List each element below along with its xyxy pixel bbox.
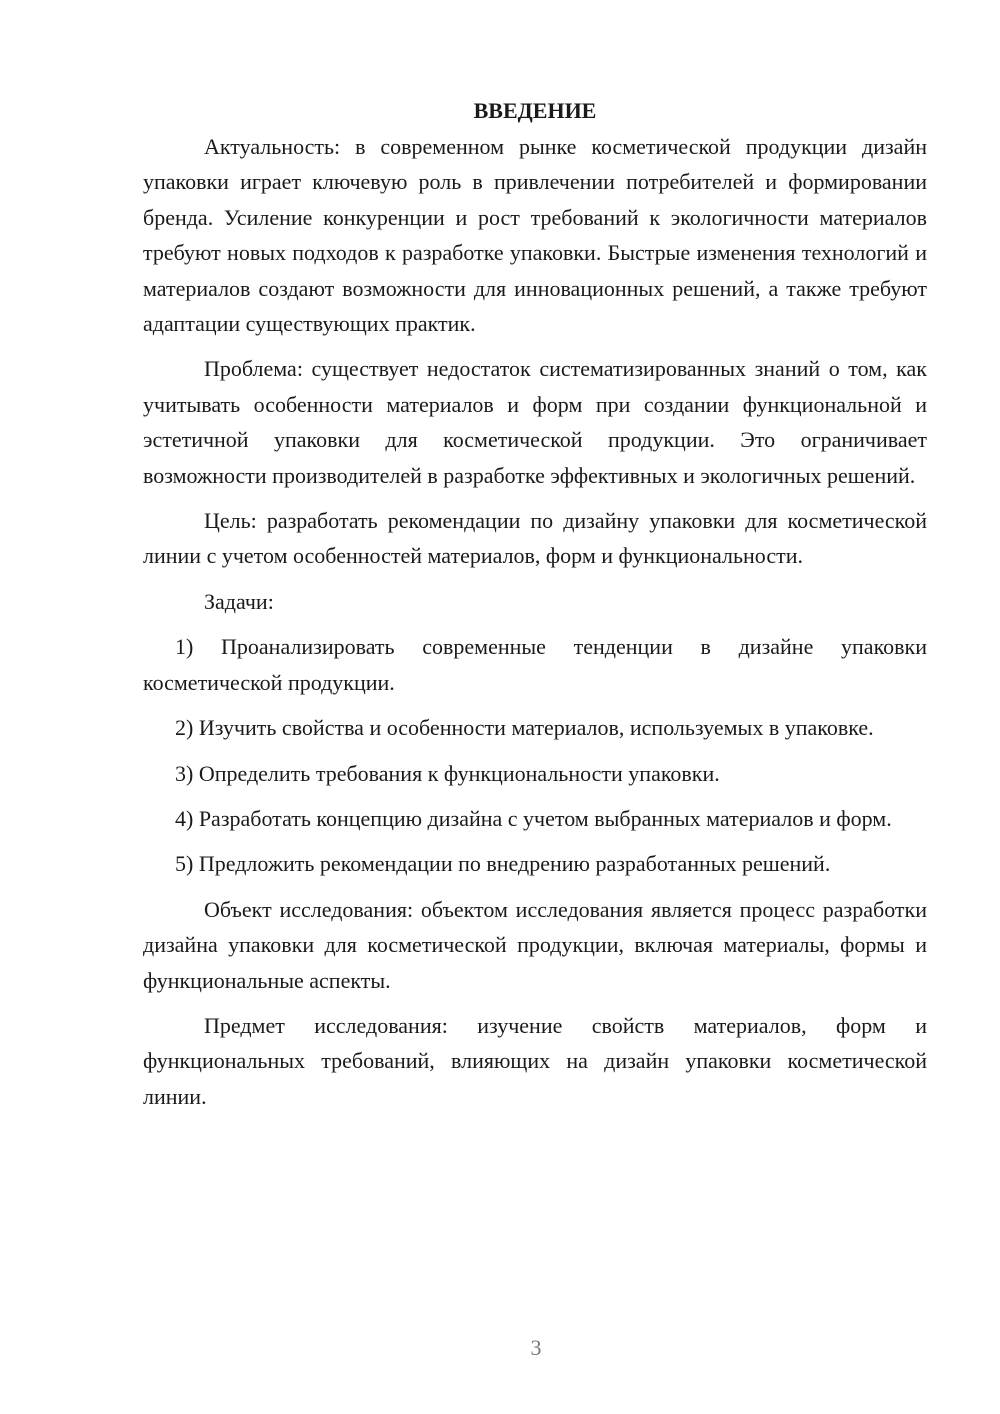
task-item: 1) Проанализировать современные тенденции в дизайне упаковки косметической продукции.	[143, 634, 927, 695]
tasks-heading: Задачи:	[204, 588, 274, 614]
goal-paragraph: Цель: разработать рекомендации по дизайну упаковки для косметической линии с учетом особенностей материалов, форм и функциональности.	[143, 508, 927, 569]
object-paragraph: Объект исследования: объектом исследования является процесс разработки дизайна упаковки для косметической продукции, включая материалы, формы и функциональные аспекты.	[143, 896, 927, 993]
subject-paragraph: Предмет исследования: изучение свойств материалов, форм и функциональных требований, влияющих на дизайн упаковки косметической линии.	[143, 1012, 927, 1109]
task-item: 3) Определить требования к функциональности упаковки.	[175, 760, 720, 786]
task-item: 2) Изучить свойства и особенности материалов, используемых в упаковке.	[175, 715, 874, 741]
section-title: ВВЕДЕНИЕ	[473, 98, 597, 123]
problem-paragraph: Проблема: существует недостаток систематизированных знаний о том, как учитывать особенности материалов и форм при создании функциональной и эстетичной упаковки для косметической продукции. Это ограничивает возможности производителей в разработке эффективных и экологичных решений.	[143, 356, 927, 488]
page-number: 3	[530, 1335, 542, 1360]
task-item: 4) Разработать концепцию дизайна с учетом выбранных материалов и форм.	[175, 805, 892, 831]
document-body	[143, 93, 927, 1124]
relevance-paragraph: Актуальность: в современном рынке косметической продукции дизайн упаковки играет ключевую роль в привлечении потребителей и формировании бренда. Усиление конкуренции и рост требований к экологичности материалов требуют новых подходов к разработке упаковки. Быстрые изменения технологий и материалов создают возможности для инновационных решений, а также требуют адаптации существующих практик.	[143, 134, 927, 337]
task-item: 5) Предложить рекомендации по внедрению разработанных решений.	[175, 851, 831, 877]
